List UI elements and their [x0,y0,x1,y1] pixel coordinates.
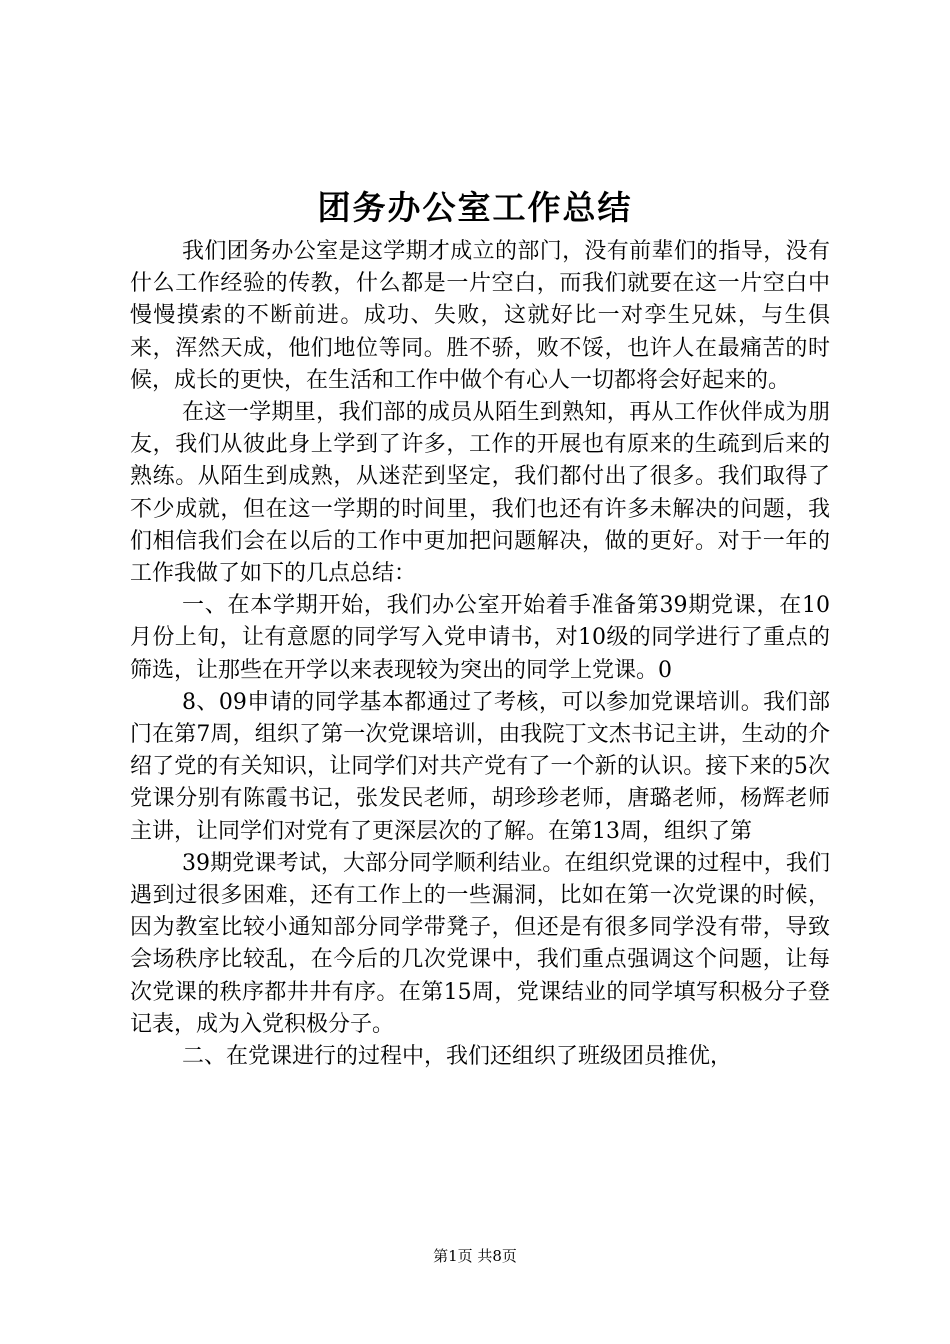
paragraph-party-class-training: 8、09申请的同学基本都通过了考核，可以参加党课培训。我们部门在第7周，组织了第一次党课培训，由我院丁文杰书记主讲，生动的介绍了党的有关知识，让同学们对共产党有了一个新的认识。接下来的5次党课分别有陈霞书记，张发民老师，胡珍珍老师，唐璐老师，杨辉老师主讲，让同学们对党有了更深层次的了解。在第13周，组织了第 [130,689,830,844]
page-footer [0,1246,950,1266]
paragraph-semester-review: 在这一学期里，我们部的成员从陌生到熟知，再从工作伙伴成为朋友，我们从彼此身上学到了许多，工作的开展也有原来的生疏到后来的熟练。从陌生到成熟，从迷茫到坚定，我们都付出了很多。我们取得了不少成就，但在这一学期的时间里，我们也还有许多未解决的问题，我们相信我们会在以后的工作中更加把问题解决，做的更好。对于一年的工作我做了如下的几点总结： [130,400,830,587]
paragraph-item-two: 二、在党课进行的过程中，我们还组织了班级团员推优， [182,1044,733,1070]
page-total: 共8页 [477,1247,517,1265]
document-body [130,236,830,1073]
paragraph-item-one: 一、在本学期开始，我们办公室开始着手准备第39期党课，在10月份上旬，让有意愿的同学写入党申请书，对10级的同学进行了重点的筛选，让那些在开学以来表现较为突出的同学上党课。0 [130,593,830,683]
paragraph-intro: 我们团务办公室是这学期才成立的部门，没有前辈们的指导，没有什么工作经验的传教，什么都是一片空白，而我们就要在这一片空白中慢慢摸索的不断前进。成功、失败，这就好比一对孪生兄妹，与生俱来，浑然天成，他们地位等同。胜不骄，败不馁，也许人在最痛苦的时候，成长的更快，在生活和工作中做个有心人一切都将会好起来的。 [130,239,830,393]
paragraph-party-class-exam: 39期党课考试，大部分同学顺利结业。在组织党课的过程中，我们遇到过很多困难，还有工作上的一些漏洞，比如在第一次党课的时候，因为教室比较小通知部分同学带凳子，但还是有很多同学没有带，导致会场秩序比较乱，在今后的几次党课中，我们重点强调这个问题，让每次党课的秩序都井井有序。在第15周，党课结业的同学填写积极分子登记表，成为入党积极分子。 [130,850,830,1037]
document-title: 团务办公室工作总结 [317,188,633,227]
page-number: 第1页 [433,1247,473,1265]
